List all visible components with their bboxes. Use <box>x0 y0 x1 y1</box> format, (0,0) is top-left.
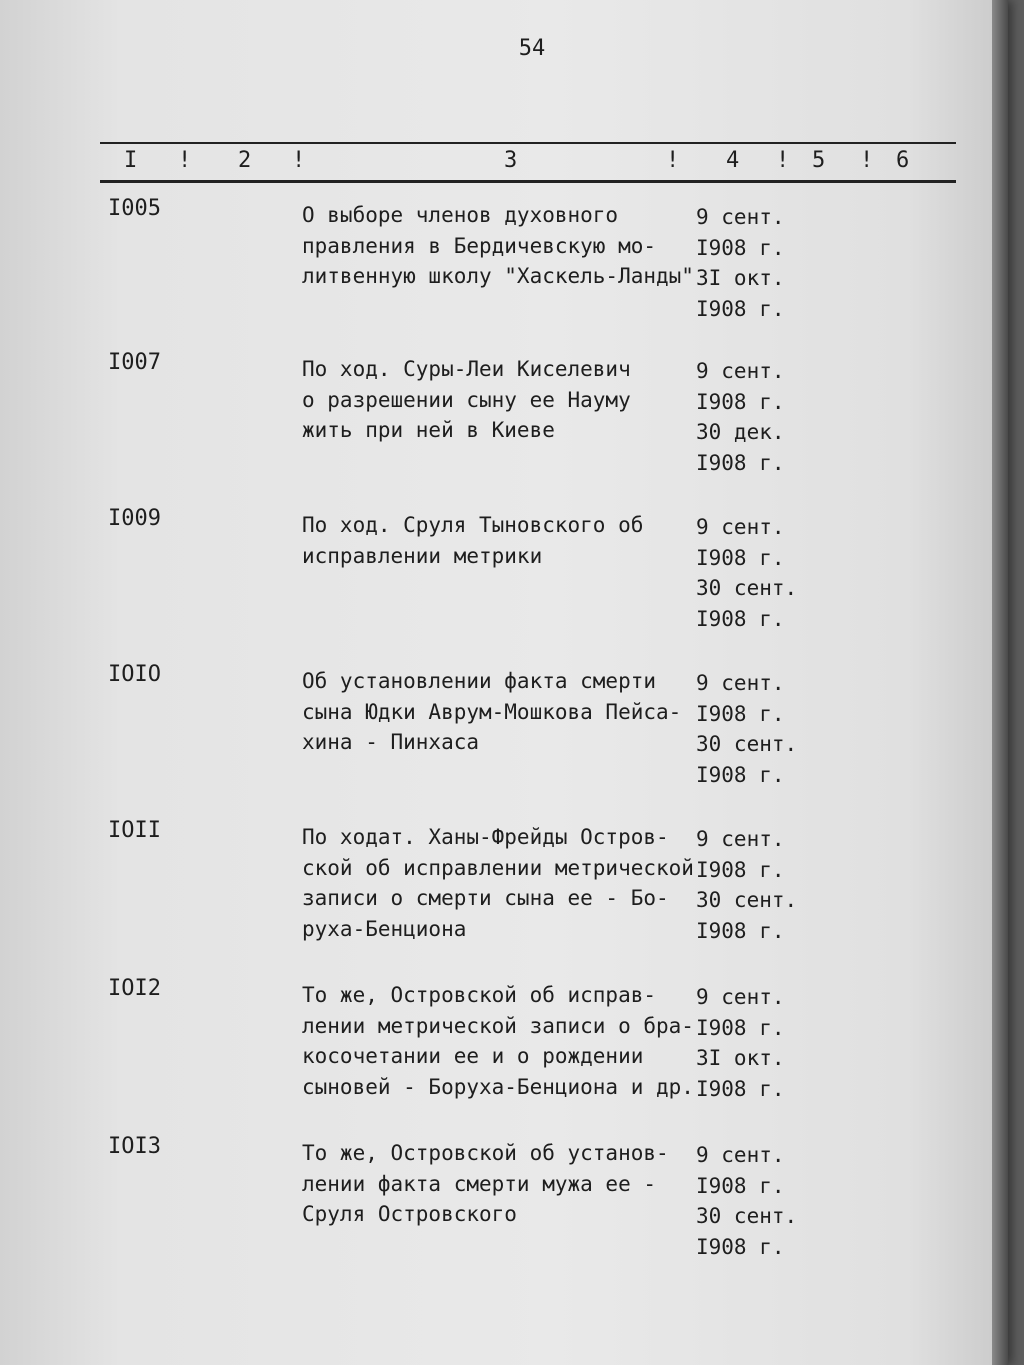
entry-title-line: лении факта смерти мужа ее - <box>302 1171 657 1196</box>
entry-date-line: I908 г. <box>696 1234 785 1259</box>
column-separator: ! <box>178 148 192 173</box>
entry-date-line: 30 сент. <box>696 732 798 756</box>
entry-title-line: По ход. Суры-Леи Киселевич <box>302 357 631 381</box>
column-header-4: 4 <box>726 148 740 173</box>
column-separator: ! <box>776 148 790 173</box>
entry-date-line: I908 г. <box>696 701 785 726</box>
entry-date-line: I908 г. <box>696 918 785 943</box>
entry-dates <box>696 356 785 478</box>
entry-title <box>302 822 722 944</box>
entry-title <box>302 354 722 446</box>
column-separator: ! <box>860 148 874 173</box>
column-header-1: I <box>124 148 138 173</box>
entry-title-line: О выборе членов духовного <box>302 203 619 227</box>
list-item <box>0 1134 1008 1284</box>
column-header-5: 5 <box>812 148 826 173</box>
entry-title-line: правления в Бердичевскую мо- <box>302 233 657 258</box>
entry-date-line: I908 г. <box>696 545 785 570</box>
entry-number: IOI2 <box>108 976 161 1001</box>
entry-title-line: о разрешении сыну ее Науму <box>302 387 631 412</box>
entry-date-line: 3I окт. <box>696 1046 785 1070</box>
entry-date-line: 3I окт. <box>696 266 785 290</box>
list-item <box>0 196 1008 346</box>
entry-title-line: ской об исправлении метрической <box>302 855 694 880</box>
entry-title-line: литвенную школу "Хаскель-Ланды" <box>302 264 694 288</box>
entry-title <box>302 1138 722 1230</box>
entry-title <box>302 980 722 1102</box>
entry-number: I009 <box>108 506 161 531</box>
entry-date-line: I908 г. <box>696 1173 785 1198</box>
entry-number: IOII <box>108 818 161 843</box>
entry-date-line: I908 г. <box>696 235 785 260</box>
list-item <box>0 662 1008 812</box>
entry-date-line: 9 сент. <box>696 515 785 539</box>
entry-title-line: хина - Пинхаса <box>302 730 480 754</box>
entry-date-line: 9 сент. <box>696 827 785 851</box>
entry-date-line: I908 г. <box>696 857 785 882</box>
entry-title-line: сына Юдки Аврум-Мошкова Пейса- <box>302 699 682 724</box>
entry-date-line: I908 г. <box>696 296 785 321</box>
column-header-6: 6 <box>896 148 910 173</box>
list-item <box>0 350 1008 500</box>
entry-title <box>302 666 722 758</box>
entry-date-line: I908 г. <box>696 762 785 787</box>
entry-date-line: 30 дек. <box>696 420 785 444</box>
entry-date-line: I908 г. <box>696 450 785 475</box>
entry-date-line: 30 сент. <box>696 576 798 600</box>
entry-title-line: руха-Бенциона <box>302 916 467 941</box>
entry-dates <box>696 668 797 790</box>
entry-title-line: По ходат. Ханы-Фрейды Остров- <box>302 825 669 849</box>
entry-title-line: Сруля Островского <box>302 1202 517 1226</box>
list-item <box>0 976 1008 1126</box>
entry-title-line: сыновей - Боруха-Бенциона и др. <box>302 1074 694 1099</box>
entry-dates <box>696 202 785 324</box>
list-item <box>0 818 1008 968</box>
column-header-3: 3 <box>504 148 518 173</box>
entry-title-line: То же, Островской об исправ- <box>302 983 657 1007</box>
entry-dates <box>696 982 785 1104</box>
entry-title-line: Об установлении факта смерти <box>302 669 657 693</box>
entry-title-line: записи о смерти сына ее - Бо- <box>302 886 669 910</box>
entry-title-line: То же, Островской об установ- <box>302 1141 669 1165</box>
page-number: 54 <box>518 36 546 61</box>
column-header-2: 2 <box>238 148 252 173</box>
entry-date-line: 9 сент. <box>696 359 785 383</box>
page-edge <box>992 0 1008 1365</box>
column-separator: ! <box>666 148 680 173</box>
entry-title-line: исправлении метрики <box>302 543 543 568</box>
entry-title-line: По ход. Сруля Тыновского об <box>302 513 644 537</box>
entry-number: I005 <box>108 196 161 221</box>
entry-date-line: 30 сент. <box>696 888 798 912</box>
entry-title-line: косочетании ее и о рождении <box>302 1044 644 1068</box>
entry-date-line: 9 сент. <box>696 1143 785 1167</box>
entry-date-line: 9 сент. <box>696 985 785 1009</box>
column-separator: ! <box>292 148 306 173</box>
entry-title <box>302 510 722 571</box>
entry-number: IOI3 <box>108 1134 161 1159</box>
entry-date-line: I908 г. <box>696 1076 785 1101</box>
entry-dates <box>696 1140 797 1262</box>
entry-dates <box>696 512 797 634</box>
entry-title-line: лении метрической записи о бра- <box>302 1013 694 1038</box>
entry-date-line: 9 сент. <box>696 205 785 229</box>
list-item <box>0 506 1008 656</box>
entry-date-line: I908 г. <box>696 606 785 631</box>
entry-date-line: I908 г. <box>696 1015 785 1040</box>
entry-title <box>302 200 722 292</box>
entry-number: IOIO <box>108 662 161 687</box>
entry-date-line: 9 сент. <box>696 671 785 695</box>
entry-title-line: жить при ней в Киеве <box>302 418 555 442</box>
entry-date-line: 30 сент. <box>696 1204 798 1228</box>
entry-dates <box>696 824 797 946</box>
entry-date-line: I908 г. <box>696 389 785 414</box>
entry-number: I007 <box>108 350 161 375</box>
